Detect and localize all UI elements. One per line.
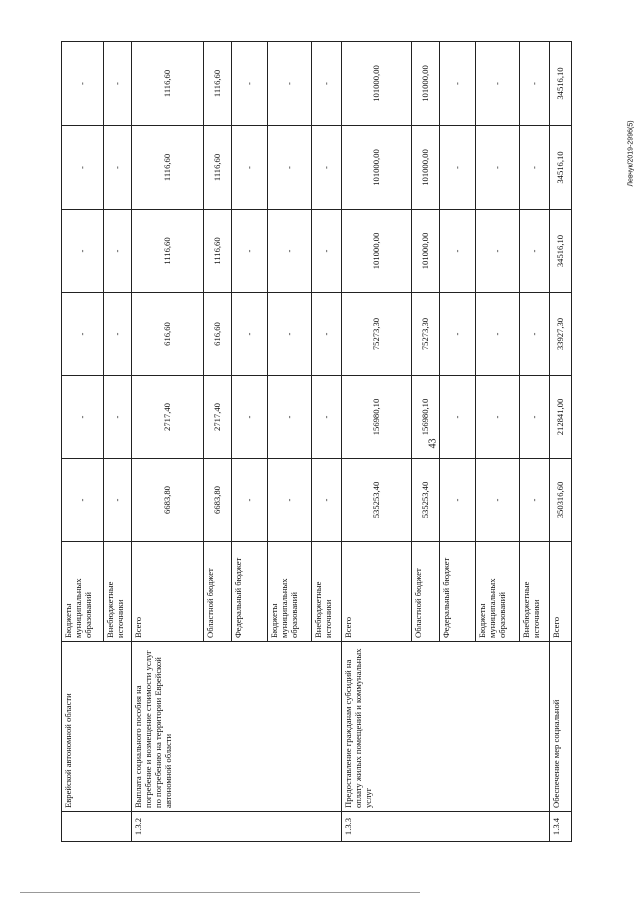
amount-cell: 101000,00 [412,42,440,126]
amount-cell: - [476,376,520,459]
rotated-table-wrapper [61,42,565,842]
amount-cell: - [62,376,104,459]
amount-cell: - [62,210,104,293]
activity-name: Предоставление гражданам субсидий на оплату жилых помещений и коммунальных услуг [342,642,550,812]
page-number: 43 [427,438,439,449]
amount-cell: - [268,459,312,542]
funding-source: Федеральный бюджет [232,542,268,642]
amount-cell: - [268,210,312,293]
amount-cell: 1116,60 [132,42,204,126]
amount-cell: - [440,210,476,293]
funding-source: Внебюджетные источники [312,542,342,642]
amount-cell: - [440,376,476,459]
amount-cell: 1116,60 [204,126,232,210]
amount-cell: 34516,10 [550,210,572,293]
amount-cell: - [104,42,132,126]
amount-cell: - [520,210,550,293]
funding-source: Всего [342,542,412,642]
amount-cell: - [440,126,476,210]
activity-name: Выплата социального пособия на погребение и возмещение стоимости услуг по погребению на территории Еврейской автономной области [132,642,342,812]
amount-cell: - [476,126,520,210]
activity-name: Обеспечение мер социальной [550,642,572,812]
funding-source: Внебюджетные источники [104,542,132,642]
amount-cell: - [520,293,550,376]
funding-source: Бюджеты муниципальных образований [268,542,312,642]
amount-cell: 212841,00 [550,376,572,459]
amount-cell: 75273,30 [412,293,440,376]
amount-cell: - [268,42,312,126]
row-number: 1.3.3 [342,812,550,842]
scan-artifact-line [20,892,420,893]
funding-source: Бюджеты муниципальных образований [476,542,520,642]
table-row [342,42,412,842]
amount-cell: - [104,126,132,210]
amount-cell: - [520,126,550,210]
amount-cell: - [104,459,132,542]
amount-cell: 1116,60 [132,126,204,210]
table-row [550,42,572,842]
table-row [132,42,204,842]
amount-cell: 535253,40 [342,459,412,542]
amount-cell: - [312,293,342,376]
amount-cell: 535253,40 [412,459,440,542]
row-number [62,812,132,842]
amount-cell: - [268,126,312,210]
activity-name: Еврейской автономной области [62,642,132,812]
amount-cell: - [268,376,312,459]
row-number: 1.3.2 [132,812,342,842]
amount-cell: 1116,60 [204,42,232,126]
amount-cell: - [476,210,520,293]
amount-cell: 1116,60 [132,210,204,293]
amount-cell: 6683,80 [204,459,232,542]
amount-cell: 101000,00 [342,42,412,126]
row-number: 1.3.4 [550,812,572,842]
amount-cell: - [440,459,476,542]
amount-cell: - [232,210,268,293]
amount-cell: - [104,293,132,376]
amount-cell: 101000,00 [342,210,412,293]
amount-cell: - [520,376,550,459]
amount-cell: - [312,42,342,126]
amount-cell: - [62,42,104,126]
amount-cell: - [520,42,550,126]
budget-table [61,41,572,842]
table-body [62,42,572,842]
amount-cell: - [476,459,520,542]
amount-cell: - [232,376,268,459]
funding-source: Областной бюджет [204,542,232,642]
amount-cell: 101000,00 [412,126,440,210]
amount-cell: - [104,376,132,459]
amount-cell: 2717,40 [204,376,232,459]
funding-source: Всего [132,542,204,642]
funding-source: Федеральный бюджет [440,542,476,642]
amount-cell: - [232,459,268,542]
amount-cell: - [62,459,104,542]
amount-cell: - [268,293,312,376]
amount-cell: - [104,210,132,293]
amount-cell: 34516,10 [550,42,572,126]
amount-cell: 156980,10 [342,376,412,459]
amount-cell: 1116,60 [204,210,232,293]
amount-cell: - [62,293,104,376]
amount-cell: 156980,10 [412,376,440,459]
amount-cell: - [312,459,342,542]
amount-cell: 2717,40 [132,376,204,459]
document-code: Левчук/2019-2996(5) [627,120,635,187]
amount-cell: - [476,42,520,126]
amount-cell: 6683,80 [132,459,204,542]
amount-cell: - [440,293,476,376]
amount-cell: - [476,293,520,376]
amount-cell: - [312,126,342,210]
amount-cell: - [312,376,342,459]
funding-source: Внебюджетные источники [520,542,550,642]
amount-cell: - [62,126,104,210]
amount-cell: 350316,60 [550,459,572,542]
amount-cell: - [232,126,268,210]
funding-source: Бюджеты муниципальных образований [62,542,104,642]
funding-source: Всего [550,542,572,642]
amount-cell: 34516,10 [550,126,572,210]
amount-cell: - [440,42,476,126]
amount-cell: - [232,42,268,126]
amount-cell: 33927,30 [550,293,572,376]
amount-cell: 75273,30 [342,293,412,376]
funding-source: Областной бюджет [412,542,440,642]
amount-cell: 616,60 [204,293,232,376]
amount-cell: - [520,459,550,542]
amount-cell: 616,60 [132,293,204,376]
amount-cell: 101000,00 [412,210,440,293]
amount-cell: 101000,00 [342,126,412,210]
table-row [62,42,104,842]
amount-cell: - [232,293,268,376]
amount-cell: - [312,210,342,293]
